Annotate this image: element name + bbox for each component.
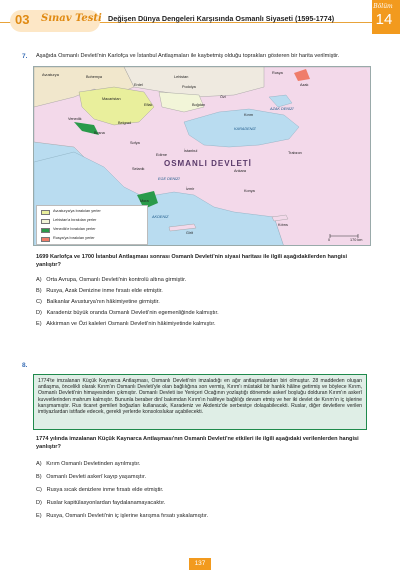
legend-label: Venedik'e bırakılan yerler [53,227,96,231]
map-label-venedik: Venedik [68,117,82,121]
legend-label: Lehistan'a bırakılan yerler [53,218,97,222]
scale-zero: 0 [328,238,331,242]
option-text: Rusya, Azak Denizine inme fırsatı elde etmiştir. [46,288,163,294]
option-letter: C) [36,487,42,493]
map-label-erdel: Erdel [134,83,143,87]
legend-swatch [41,210,50,215]
option-letter: A) [36,277,42,283]
option-e[interactable] [36,513,208,519]
map-legend [36,205,148,245]
map-label-istanbul: İstanbul [184,149,198,153]
legend-swatch [41,219,50,224]
option-letter: C) [36,299,42,305]
question-7-stem: 1699 Karlofça ve 1700 İstanbul Antlaşması sonrası Osmanlı Devleti'nin siyasi haritası ile ilgili aşağıdakilerden hangisi yanlıştır? [36,254,348,268]
map-label-eflak: Eflak [144,103,153,107]
question-8-number: 8. [22,362,28,369]
option-text: Karadeniz büyük oranda Osmanlı Devleti'nin egemenliğinde kalmıştır. [46,310,219,316]
map-label-sofya: Sofya [130,141,140,145]
map-label-podolya: Podolya [182,85,196,89]
page-header [0,0,400,36]
map-label-izmir: İzmir [186,187,195,191]
option-text: Ruslar kapitülasyonlardan faydalanamayacaktır. [46,500,166,506]
option-c[interactable] [36,487,163,493]
option-text: Balkanlar Avusturya'nın hâkimiyetine girmiştir. [46,299,160,305]
legend-label: Rusya'ya bırakılan yerler [53,236,95,240]
map-label-kibris: Kıbrıs [278,223,288,227]
map-label-ege-denizi: EGE DENİZİ [158,177,180,181]
map-label-bosna: Bosna [94,131,105,135]
map-label-selanik: Selanik [132,167,145,171]
map-label-ozi: Özi [220,95,226,99]
option-letter: D) [36,310,42,316]
map-label-macaristan: Macaristan [102,97,121,101]
option-b[interactable] [36,474,146,480]
legend-swatch [41,228,50,233]
info-text: 1774'te imzalanan Küçük Kaynarca Antlaşması, Osmanlı Devleti'nin imzaladığı en ağır antlaşmalardan biri olmuştur. 28 maddeden oluşan antlaşma, öncelikli olarak Kırım'ın Osmanlı Devleti'yle olan bağlılığına son vermiş, Kırım'ı müstakil bir hanlık hâline getirmiş ve böylece Kırım, Osmanlı Devleti'nin himayesinden çıkmıştır. Osmanlı Devleti ise Yeniçeri Ocağının yozlaştığı dönemde askerî boşluğu dolduran Kırım'ın askerî kuvvetlerinden mahrum kalmıştır. Bununla beraber dinî bakımdan Kırım'ın halifeye bağlılığı devam etmiş ve her iki devlet de Kırım'ın iç işlerine karışmamıştır. Rus ticaret gemileri boğazları kullanacak, Karadeniz ve Akdeniz'de serbestçe dolaşabilecekti. Ruslar, diğer devletlere verilen imtiyazlardan istifade edecek, gerekli yerlerde konsoloslukar açabilecekti. [38,378,362,416]
option-text: Rusya, Osmanlı Devleti'nin iç işlerine karışma fırsatı yakalamıştır. [46,513,209,519]
map-label-karadeniz: KARADENİZ [234,127,256,131]
page-title: Değişen Dünya Dengeleri Karşısında Osmanlı Siyaseti (1595-1774) [108,14,335,23]
page-number: 137 [189,558,211,570]
map-label-bogdan: Boğdan [192,103,206,107]
option-letter: A) [36,461,42,467]
legend-swatch [41,237,50,242]
option-c[interactable] [36,299,160,305]
map-label-rusya: Rusya [272,71,283,75]
map-scale [328,233,362,243]
section-tab-label: Bölüm [373,3,393,10]
option-d[interactable] [36,310,219,316]
option-letter: D) [36,500,42,506]
historical-map [33,66,371,246]
legend-label: Avusturya'ya bırakılan yerler [53,209,101,213]
option-e[interactable] [36,321,216,327]
map-label-azak-denizi: AZAK DENİZİ [270,107,294,111]
map-label-girit: Girit [186,231,193,235]
map-label-lehistan: Lehistan [174,75,189,79]
brand-label: Sınav Testi [41,13,102,24]
map-label-bohemya: Bohemya [86,75,103,79]
option-d[interactable] [36,500,165,506]
map-label-konya: Konya [244,189,255,193]
unit-number: 03 [15,12,30,27]
option-letter: B) [36,474,42,480]
question-7-intro: Aşağıda Osmanlı Devleti'nin Karlofça ve İstanbul Antlaşmaları ile kaybetmiş olduğu toprakları gösteren bir harita verilmiştir. [36,53,340,59]
question-8-stem: 1774 yılında imzalanan Küçük Kaynarca Antlaşması'nın Osmanlı Devleti'ne etkileri ile ilgili aşağıdaki verilenlerden hangisi yanlıştır? [36,436,359,450]
option-a[interactable] [36,277,186,283]
option-text: Akkirman ve Özi kaleleri Osmanlı Devleti'nin hâkimiyetinde kalmıştır. [46,321,216,327]
map-label-belgrad: Belgrad [118,121,132,125]
option-a[interactable] [36,461,140,467]
scale-end: 170 km [350,238,363,242]
map-label-ankara: Ankara [234,169,247,173]
map-label-azak: Azak [300,83,309,87]
map-label-trabzon: Trabzon [288,151,302,155]
map-label-akdeniz: AKDENİZ [152,215,169,219]
option-b[interactable] [36,288,163,294]
map-label-kirim: Kırım [244,113,254,117]
option-letter: E) [36,513,42,519]
section-tab-number: 14 [375,11,393,28]
option-text: Osmanlı Devleti askerî kayıp yaşamıştır. [46,474,147,480]
option-letter: B) [36,288,42,294]
map-label-avusturya: Avusturya [42,73,59,77]
map-label-osmanli: OSMANLI DEVLETİ [164,159,252,168]
option-text: Rusya sıcak denizlere inme fırsatı elde etmiştir. [46,487,164,493]
option-letter: E) [36,321,42,327]
map-label-edirne: Edirne [156,153,167,157]
info-box [33,374,367,430]
option-text: Orta Avrupa, Osmanlı Devleti'nin kontrolü altına girmiştir. [46,277,187,283]
option-text: Kırım Osmanlı Devletinden ayrılmıştır. [46,461,141,467]
map-label-mora: Mora [140,199,149,203]
question-7-number: 7. [22,53,28,60]
